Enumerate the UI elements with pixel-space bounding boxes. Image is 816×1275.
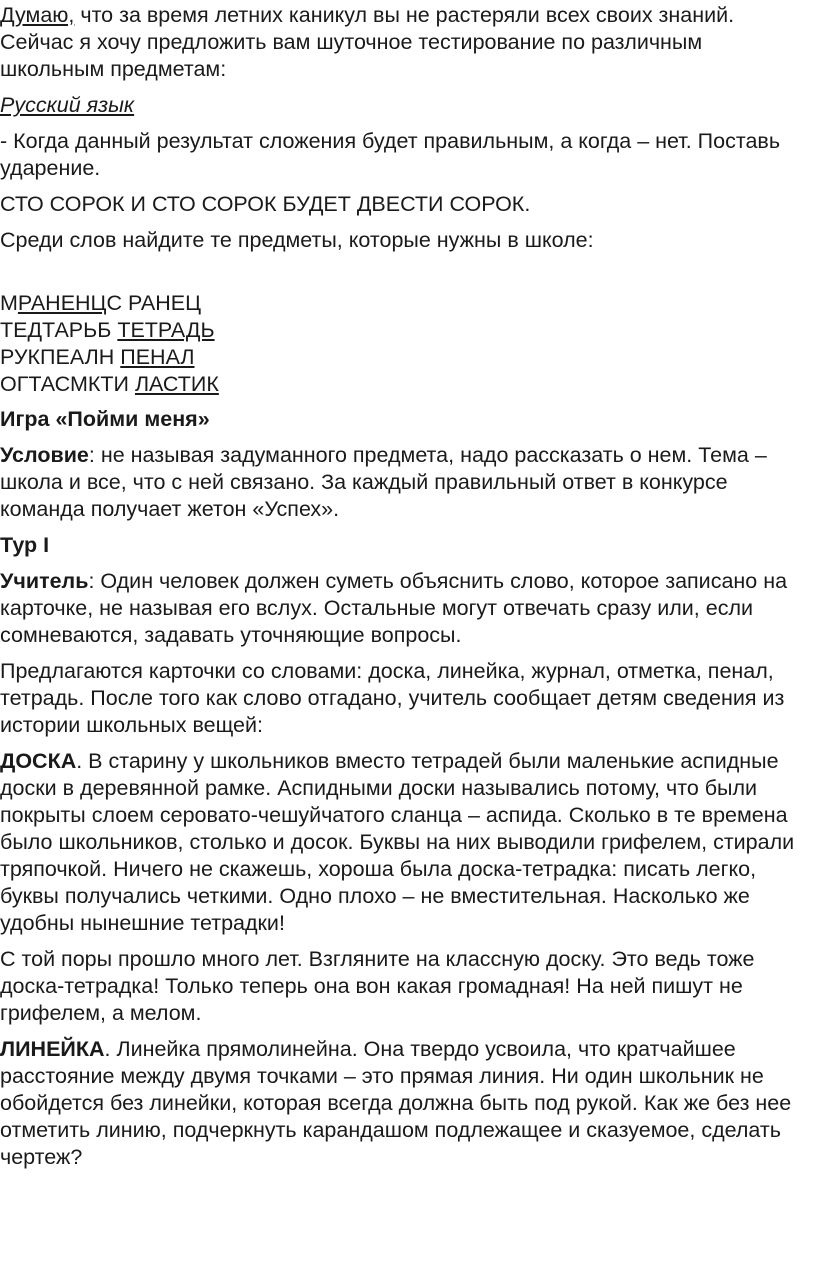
word-scrambled: ТЕДТАРЬБ (0, 318, 118, 342)
condition-text: : не называя задуманного предмета, надо рассказать о нем. Тема – школа и все, что с ней связано. За каждый правильный ответ в конкурсе команда получает жетон «Успех». (0, 443, 767, 521)
word-row (0, 290, 810, 317)
blank-line (0, 263, 810, 290)
round-heading: Тур I (0, 533, 50, 557)
doska-paragraph (0, 748, 810, 937)
word-scrambled: РУКПЕАЛН (0, 345, 121, 369)
word-answer: ТЕТРАДЬ (117, 318, 215, 342)
word-scrambled: М (0, 291, 18, 315)
lineika-text: . Линейка прямолинейна. Она твердо усвоила, что кратчайшее расстояние между двумя точками – это прямая линия. Ни один школьник не обойдется без линейки, которая всегда должна быть под рукой. Как же без нее отметить линию, подчеркнуть карандашом подлежащее и сказуемое, сделать чертеж? (0, 1037, 792, 1169)
stress-task: - Когда данный результат сложения будет правильным, а когда – нет. Поставь ударение. (0, 129, 781, 180)
doska-followup-paragraph: С той поры прошло много лет. Взгляните на классную доску. Это ведь тоже доска-тетрадка! Только теперь она вон какая громадная! На ней пишут не грифелем, а мелом. (0, 947, 755, 1025)
word-row (0, 371, 810, 398)
game-title: Игра «Пойми меня» (0, 407, 210, 431)
russian-heading (0, 92, 810, 119)
find-words-task: Среди слов найдите те предметы, которые нужны в школе: (0, 228, 594, 252)
phrase-line: СТО СОРОК И СТО СОРОК БУДЕТ ДВЕСТИ СОРОК. (0, 192, 531, 216)
word-row (0, 344, 810, 371)
doska-text: . В старину у школьников вместо тетрадей были маленькие аспидные доски в деревянной рамке. Аспидными доски назывались потому, что были покрыты слоем серовато-чешуйчатого сланца – аспида. Сколько в те времена было школьников, столько и досок. Буквы на них выводили грифелем, стирали тряпочкой. Ничего не скажешь, хороша была доска-тетрадка: писать легко, буквы получались четкими. Одно плохо – не вместительная. Насколько же удобны нынешние тетрадки! (0, 749, 795, 935)
lineika-paragraph (0, 1036, 810, 1171)
teacher-label: Учитель (0, 569, 89, 593)
word-answer: ПЕНАЛ (120, 345, 195, 369)
cards-paragraph: Предлагаются карточки со словами: доска, линейка, журнал, отметка, пенал, тетрадь. После того как слово отгадано, учитель сообщает детям сведения из истории школьных вещей: (0, 659, 785, 737)
intro-paragraph (0, 2, 810, 83)
word-scrambled: ОГТАСМКТИ (0, 372, 135, 396)
word-answer: ЛАСТИК (134, 372, 219, 396)
word-row (0, 317, 810, 344)
condition-label: Условие (0, 443, 89, 467)
intro-text: что за время летних каникул вы не растеряли всех своих знаний. Сейчас я хочу предложить вам шуточное тестирование по различным школьным предметам: (0, 3, 735, 81)
doska-label: ДОСКА (0, 749, 77, 773)
teacher-text: : Один человек должен суметь объяснить слово, которое записано на карточке, не называя его вслух. Остальные могут отвечать сразу или, если сомневаются, задавать уточняющие вопросы. (0, 569, 788, 647)
scrambled-words-list (0, 290, 810, 398)
word-rest: С РАНЕЦ (106, 291, 201, 315)
word-underlined: РАНЕНЦ (17, 291, 107, 315)
lineika-label: ЛИНЕЙКА (0, 1037, 105, 1061)
intro-underlined-word: Думаю, (0, 3, 75, 27)
condition-paragraph (0, 442, 810, 523)
russian-heading-text: Русский язык (0, 93, 135, 117)
teacher-paragraph (0, 568, 810, 649)
